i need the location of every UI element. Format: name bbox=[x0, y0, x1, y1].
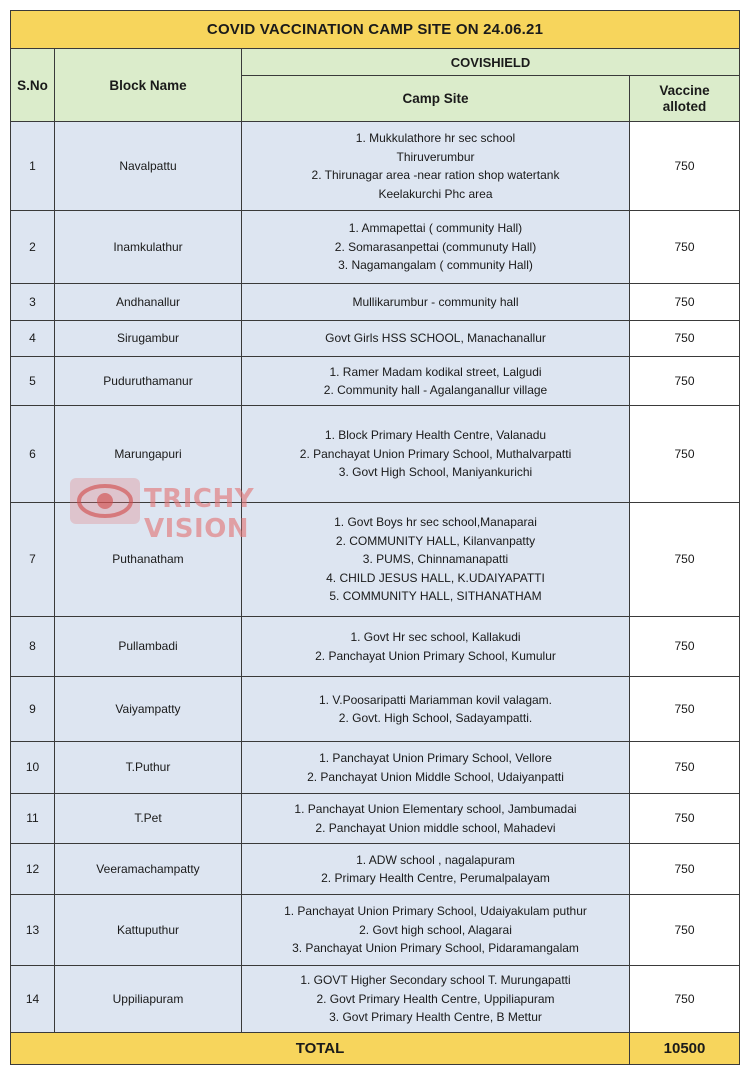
camp-site-line: 1. V.Poosaripatti Mariamman kovil valagam. bbox=[319, 692, 552, 707]
camp-site-line: 1. Ramer Madam kodikal street, Lalgudi bbox=[329, 364, 542, 379]
cell-sno: 12 bbox=[11, 844, 55, 895]
total-value: 10500 bbox=[630, 1033, 740, 1065]
cell-camp-site bbox=[242, 617, 630, 677]
cell-camp-site bbox=[242, 357, 630, 406]
camp-site-line: 2. Thirunagar area -near ration shop watertank bbox=[311, 168, 560, 182]
header-camp-site: Camp Site bbox=[242, 76, 630, 122]
cell-camp-site bbox=[242, 406, 630, 503]
cell-vaccine-allotted: 750 bbox=[630, 122, 740, 211]
cell-vaccine-allotted: 750 bbox=[630, 406, 740, 503]
cell-camp-site bbox=[242, 503, 630, 617]
cell-sno: 9 bbox=[11, 677, 55, 742]
camp-site-line: 2. Panchayat Union Primary School, Kumulur bbox=[315, 648, 556, 663]
camp-site-line: 2. Panchayat Union middle school, Mahadevi bbox=[315, 820, 556, 835]
cell-vaccine-allotted: 750 bbox=[630, 503, 740, 617]
cell-sno: 2 bbox=[11, 211, 55, 284]
camp-site-line: 5. COMMUNITY HALL, SITHANATHAM bbox=[329, 589, 542, 604]
cell-block-name: Marungapuri bbox=[55, 406, 242, 503]
cell-sno: 7 bbox=[11, 503, 55, 617]
table-row bbox=[11, 321, 740, 357]
camp-site-line: 1. Block Primary Health Centre, Valanadu bbox=[324, 428, 547, 443]
header-sno: S.No bbox=[11, 49, 55, 122]
table-row bbox=[11, 677, 740, 742]
cell-block-name: Andhanallur bbox=[55, 284, 242, 321]
camp-site-line: 2. Somarasanpettai (communuty Hall) bbox=[334, 239, 537, 254]
total-label: TOTAL bbox=[11, 1033, 630, 1065]
cell-block-name: T.Puthur bbox=[55, 742, 242, 794]
vaccination-table bbox=[10, 10, 740, 1065]
table-row bbox=[11, 844, 740, 895]
cell-sno: 6 bbox=[11, 406, 55, 503]
cell-camp-site bbox=[242, 844, 630, 895]
camp-site-line: 3. Panchayat Union Primary School, Pidaramangalam bbox=[292, 941, 579, 956]
camp-site-line: 1. Mukkulathore hr sec school bbox=[355, 131, 516, 145]
table-row bbox=[11, 211, 740, 284]
cell-camp-site bbox=[242, 321, 630, 357]
camp-site-line: 3. Govt Primary Health Centre, B Mettur bbox=[329, 1010, 542, 1025]
table-row bbox=[11, 794, 740, 844]
cell-vaccine-allotted: 750 bbox=[630, 966, 740, 1033]
cell-vaccine-allotted: 750 bbox=[630, 742, 740, 794]
header-vaccine-line1: Vaccine bbox=[659, 82, 710, 98]
cell-block-name: Navalpattu bbox=[55, 122, 242, 211]
cell-camp-site bbox=[242, 677, 630, 742]
camp-site-line: 3. Govt High School, Maniyankurichi bbox=[338, 465, 533, 480]
camp-site-line: 2. Govt. High School, Sadayampatti. bbox=[338, 711, 533, 725]
camp-site-line: 1. Govt Hr sec school, Kallakudi bbox=[350, 630, 521, 644]
cell-block-name: T.Pet bbox=[55, 794, 242, 844]
cell-camp-site bbox=[242, 284, 630, 321]
page-title: COVID VACCINATION CAMP SITE ON 24.06.21 bbox=[11, 11, 740, 49]
camp-site-line: 1. Panchayat Union Primary School, Udaiyakulam puthur bbox=[284, 904, 587, 919]
camp-site-line: 1. Panchayat Union Primary School, Vellore bbox=[319, 751, 552, 765]
table-row bbox=[11, 895, 740, 966]
camp-site-line: Keelakurchi Phc area bbox=[378, 186, 493, 201]
cell-sno: 11 bbox=[11, 794, 55, 844]
cell-camp-site bbox=[242, 122, 630, 211]
cell-sno: 4 bbox=[11, 321, 55, 357]
camp-site-line: 1. Govt Boys hr sec school,Manaparai bbox=[334, 515, 537, 530]
cell-block-name: Kattuputhur bbox=[55, 895, 242, 966]
camp-site-line: Thiruverumbur bbox=[396, 149, 475, 164]
camp-site-line: 2. Primary Health Centre, Perumalpalayam bbox=[321, 871, 550, 885]
cell-vaccine-allotted: 750 bbox=[630, 321, 740, 357]
camp-site-line: 2. Community hall - Agalanganallur village bbox=[323, 383, 548, 397]
cell-vaccine-allotted: 750 bbox=[630, 284, 740, 321]
cell-vaccine-allotted: 750 bbox=[630, 211, 740, 284]
total-row bbox=[11, 1033, 740, 1065]
table-row bbox=[11, 284, 740, 321]
camp-site-line: Mullikarumbur - community hall bbox=[352, 294, 519, 309]
cell-block-name: Pullambadi bbox=[55, 617, 242, 677]
header-block-name: Block Name bbox=[55, 49, 242, 122]
table-row bbox=[11, 122, 740, 211]
cell-sno: 14 bbox=[11, 966, 55, 1033]
cell-camp-site bbox=[242, 895, 630, 966]
cell-block-name: Sirugambur bbox=[55, 321, 242, 357]
cell-block-name: Puthanatham bbox=[55, 503, 242, 617]
cell-sno: 5 bbox=[11, 357, 55, 406]
cell-sno: 10 bbox=[11, 742, 55, 794]
table-body bbox=[11, 122, 740, 1033]
cell-camp-site bbox=[242, 211, 630, 284]
cell-block-name: Vaiyampatty bbox=[55, 677, 242, 742]
table-row bbox=[11, 406, 740, 503]
camp-site-line: 1. ADW school , nagalapuram bbox=[356, 852, 515, 867]
cell-block-name: Uppiliapuram bbox=[55, 966, 242, 1033]
cell-block-name: Veeramachampatty bbox=[55, 844, 242, 895]
camp-site-line: 2. Panchayat Union Middle School, Udaiyanpatti bbox=[307, 769, 564, 784]
cell-camp-site bbox=[242, 966, 630, 1033]
camp-site-line: Govt Girls HSS SCHOOL, Manachanallur bbox=[325, 331, 546, 346]
camp-site-line: 2. COMMUNITY HALL, Kilanvanpatty bbox=[335, 533, 536, 548]
cell-sno: 1 bbox=[11, 122, 55, 211]
camp-site-line: 3. Nagamangalam ( community Hall) bbox=[338, 258, 533, 273]
cell-camp-site bbox=[242, 794, 630, 844]
cell-vaccine-allotted: 750 bbox=[630, 895, 740, 966]
cell-block-name: Inamkulathur bbox=[55, 211, 242, 284]
cell-block-name: Puduruthamanur bbox=[55, 357, 242, 406]
camp-site-line: 1. GOVT Higher Secondary school T. Murungapatti bbox=[300, 973, 571, 988]
header-vaccine-line2: alloted bbox=[662, 98, 707, 114]
camp-site-line: 2. Govt high school, Alagarai bbox=[359, 922, 512, 937]
table-row bbox=[11, 742, 740, 794]
camp-site-line: 1. Ammapettai ( community Hall) bbox=[348, 221, 523, 236]
cell-sno: 13 bbox=[11, 895, 55, 966]
cell-vaccine-allotted: 750 bbox=[630, 357, 740, 406]
cell-vaccine-allotted: 750 bbox=[630, 844, 740, 895]
cell-vaccine-allotted: 750 bbox=[630, 677, 740, 742]
camp-site-line: 2. Panchayat Union Primary School, Muthalvarpatti bbox=[299, 446, 572, 461]
table-row bbox=[11, 503, 740, 617]
cell-sno: 8 bbox=[11, 617, 55, 677]
cell-sno: 3 bbox=[11, 284, 55, 321]
header-covishield: COVISHIELD bbox=[242, 49, 740, 76]
cell-vaccine-allotted: 750 bbox=[630, 617, 740, 677]
table-row bbox=[11, 357, 740, 406]
table-row bbox=[11, 617, 740, 677]
camp-site-line: 3. PUMS, Chinnamanapatti bbox=[362, 552, 509, 567]
cell-camp-site bbox=[242, 742, 630, 794]
cell-vaccine-allotted: 750 bbox=[630, 794, 740, 844]
camp-site-line: 1. Panchayat Union Elementary school, Jambumadai bbox=[294, 802, 577, 816]
table-row bbox=[11, 966, 740, 1033]
watermark-text: TRICHY VISION bbox=[144, 484, 255, 544]
camp-site-line: 4. CHILD JESUS HALL, K.UDAIYAPATTI bbox=[326, 570, 545, 585]
header-vaccine-allotted bbox=[630, 76, 740, 122]
camp-site-line: 2. Govt Primary Health Centre, Uppiliapuram bbox=[316, 991, 555, 1006]
